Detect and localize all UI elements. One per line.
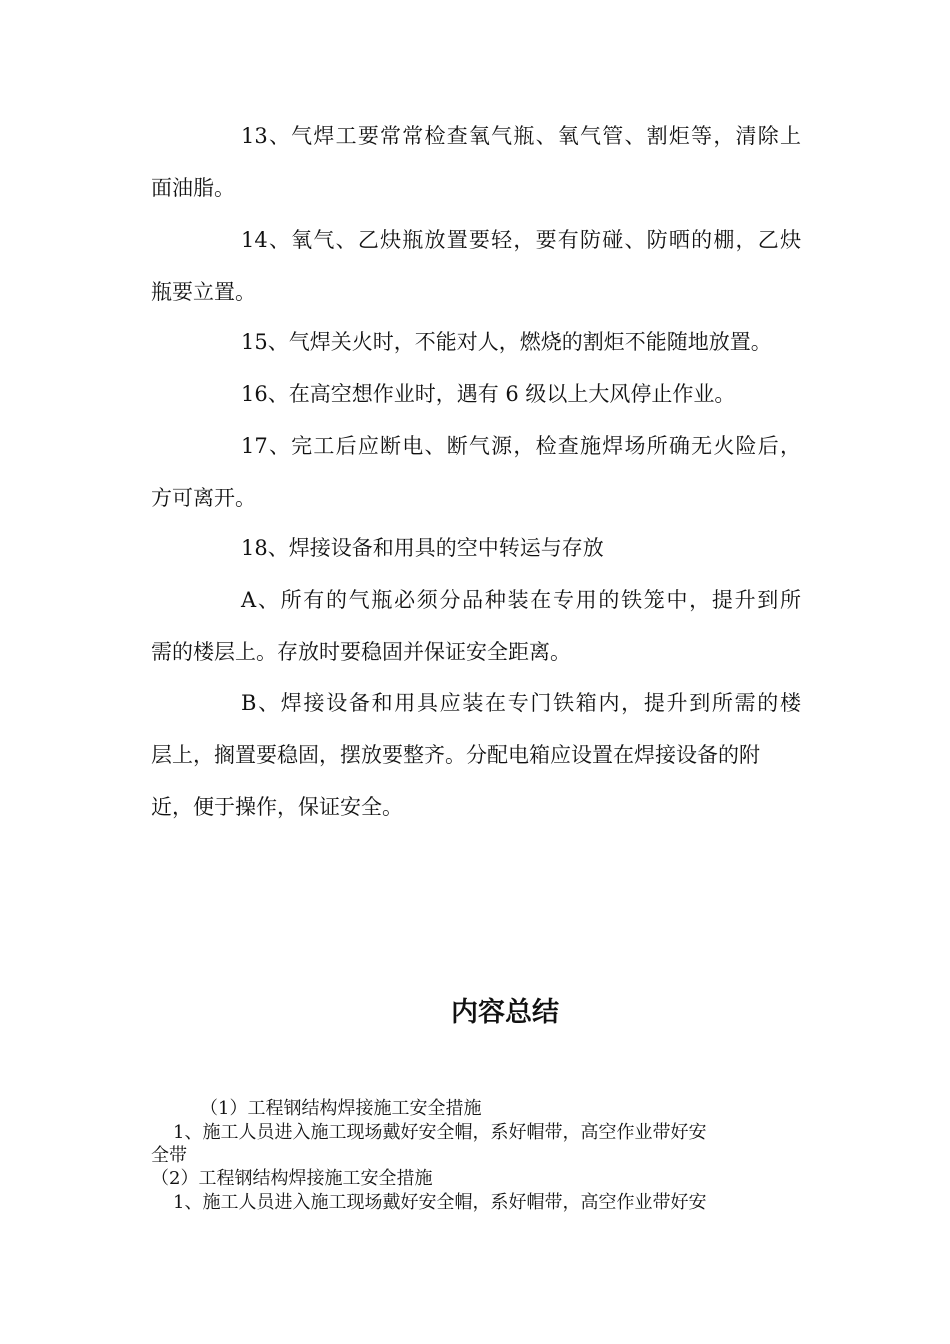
paragraph-line: 16、在高空想作业时，遇有 6 级以上大风停止作业。: [241, 382, 736, 406]
paragraph-15: [151, 316, 801, 368]
paragraph-line: 瓶要立置。: [151, 280, 256, 304]
paragraph-line: 18、焊接设备和用具的空中转运与存放: [241, 536, 604, 560]
summary-line: （1）工程钢结构焊接施工安全措施: [200, 1098, 482, 1119]
paragraph-line: B、焊接设备和用具应装在专门铁箱内，提升到所需的楼: [241, 691, 801, 715]
paragraph-line: 13、气焊工要常常检查氧气瓶、氧气管、割炬等，清除上: [241, 124, 801, 148]
paragraph-18: [151, 522, 801, 574]
paragraph-line: 15、气焊关火时，不能对人，燃烧的割炬不能随地放置。: [241, 330, 772, 354]
paragraph-line: 需的楼层上。存放时要稳固并保证安全距离。: [151, 640, 571, 664]
paragraph-14: [151, 214, 801, 318]
paragraph-b: [151, 677, 801, 833]
summary-line: 全带: [151, 1145, 187, 1166]
paragraph-line: 14、氧气、乙炔瓶放置要轻，要有防碰、防晒的棚，乙炔: [241, 228, 801, 252]
paragraph-line: 层上，搁置要稳固，摆放要整齐。分配电箱应设置在焊接设备的附: [151, 743, 760, 767]
paragraph-line: 17、完工后应断电、断气源，检查施焊场所确无火险后，: [241, 434, 801, 458]
summary-line: （2）工程钢结构焊接施工安全措施: [151, 1168, 433, 1189]
summary-title: 内容总结: [451, 997, 559, 1028]
paragraph-16: [151, 368, 801, 420]
paragraph-a: [151, 574, 801, 678]
summary-line: 1、施工人员进入施工现场戴好安全帽，系好帽带，高空作业带好安: [173, 1122, 707, 1143]
paragraph-13: [151, 110, 801, 214]
summary-line: 1、施工人员进入施工现场戴好安全帽，系好帽带，高空作业带好安: [173, 1192, 707, 1213]
paragraph-line: 近，便于操作，保证安全。: [151, 795, 403, 819]
paragraph-line: A、所有的气瓶必须分品种装在专用的铁笼中，提升到所: [241, 588, 801, 612]
paragraph-line: 方可离开。: [151, 486, 256, 510]
paragraph-17: [151, 420, 801, 524]
paragraph-line: 面油脂。: [151, 176, 235, 200]
